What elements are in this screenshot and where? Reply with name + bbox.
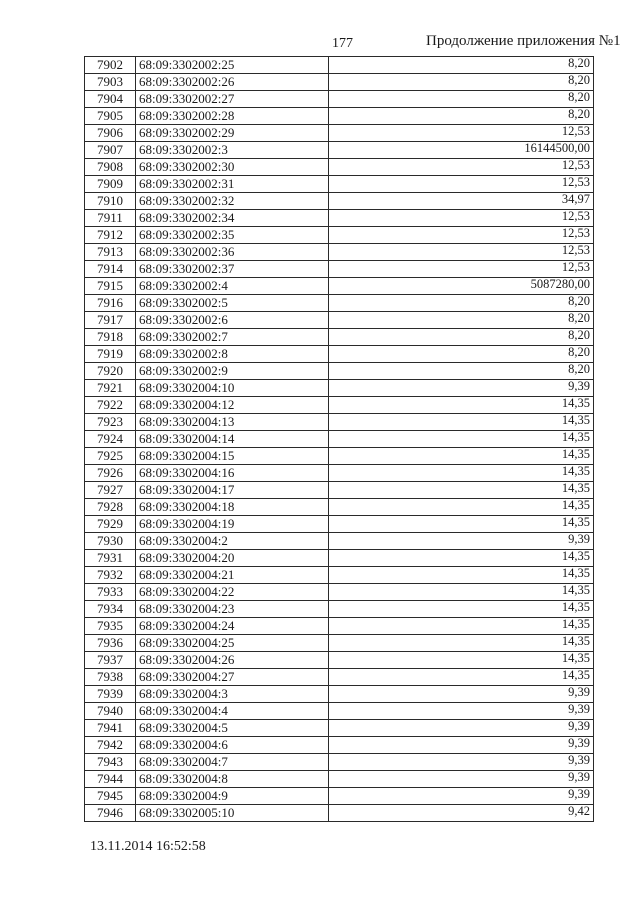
cadastral-value: 9,39 xyxy=(329,788,594,805)
row-number: 7915 xyxy=(85,278,136,295)
cadastral-value: 14,35 xyxy=(329,618,594,635)
row-number: 7946 xyxy=(85,805,136,822)
cadastral-number: 68:09:3302002:4 xyxy=(136,278,329,295)
table-row xyxy=(85,125,594,142)
row-number: 7929 xyxy=(85,516,136,533)
cadastral-value: 34,97 xyxy=(329,193,594,210)
table-row xyxy=(85,346,594,363)
table-row xyxy=(85,227,594,244)
cadastral-number: 68:09:3302004:10 xyxy=(136,380,329,397)
cadastral-value: 8,20 xyxy=(329,91,594,108)
row-number: 7939 xyxy=(85,686,136,703)
cadastral-value: 9,39 xyxy=(329,533,594,550)
cadastral-value: 8,20 xyxy=(329,57,594,74)
cadastral-number: 68:09:3302002:7 xyxy=(136,329,329,346)
row-number: 7921 xyxy=(85,380,136,397)
cadastral-value: 9,39 xyxy=(329,703,594,720)
cadastral-value: 8,20 xyxy=(329,295,594,312)
table-row xyxy=(85,635,594,652)
cadastral-number: 68:09:3302002:27 xyxy=(136,91,329,108)
cadastral-value: 14,35 xyxy=(329,550,594,567)
table-row xyxy=(85,788,594,805)
row-number: 7922 xyxy=(85,397,136,414)
register-table xyxy=(84,56,594,822)
row-number: 7923 xyxy=(85,414,136,431)
table-row xyxy=(85,142,594,159)
row-number: 7914 xyxy=(85,261,136,278)
table-row xyxy=(85,703,594,720)
cadastral-value: 14,35 xyxy=(329,652,594,669)
row-number: 7904 xyxy=(85,91,136,108)
cadastral-number: 68:09:3302004:21 xyxy=(136,567,329,584)
table-row xyxy=(85,482,594,499)
cadastral-value: 14,35 xyxy=(329,635,594,652)
row-number: 7935 xyxy=(85,618,136,635)
row-number: 7912 xyxy=(85,227,136,244)
cadastral-value: 12,53 xyxy=(329,261,594,278)
cadastral-number: 68:09:3302004:9 xyxy=(136,788,329,805)
table-row xyxy=(85,176,594,193)
table-row xyxy=(85,448,594,465)
cadastral-number: 68:09:3302002:31 xyxy=(136,176,329,193)
table-row xyxy=(85,193,594,210)
cadastral-number: 68:09:3302002:37 xyxy=(136,261,329,278)
cadastral-number: 68:09:3302004:26 xyxy=(136,652,329,669)
cadastral-number: 68:09:3302004:6 xyxy=(136,737,329,754)
cadastral-value: 14,35 xyxy=(329,499,594,516)
table-row xyxy=(85,754,594,771)
cadastral-value: 8,20 xyxy=(329,346,594,363)
row-number: 7945 xyxy=(85,788,136,805)
page-number: 177 xyxy=(332,36,353,51)
row-number: 7911 xyxy=(85,210,136,227)
cadastral-value: 14,35 xyxy=(329,414,594,431)
row-number: 7903 xyxy=(85,74,136,91)
row-number: 7920 xyxy=(85,363,136,380)
row-number: 7902 xyxy=(85,57,136,74)
cadastral-number: 68:09:3302004:7 xyxy=(136,754,329,771)
row-number: 7944 xyxy=(85,771,136,788)
cadastral-value: 14,35 xyxy=(329,567,594,584)
cadastral-value: 9,39 xyxy=(329,754,594,771)
row-number: 7943 xyxy=(85,754,136,771)
row-number: 7924 xyxy=(85,431,136,448)
cadastral-number: 68:09:3302004:3 xyxy=(136,686,329,703)
cadastral-value: 14,35 xyxy=(329,516,594,533)
row-number: 7908 xyxy=(85,159,136,176)
row-number: 7931 xyxy=(85,550,136,567)
cadastral-value: 8,20 xyxy=(329,74,594,91)
table-row xyxy=(85,261,594,278)
cadastral-number: 68:09:3302005:10 xyxy=(136,805,329,822)
cadastral-number: 68:09:3302002:28 xyxy=(136,108,329,125)
row-number: 7932 xyxy=(85,567,136,584)
row-number: 7940 xyxy=(85,703,136,720)
cadastral-number: 68:09:3302002:36 xyxy=(136,244,329,261)
table-row xyxy=(85,601,594,618)
cadastral-number: 68:09:3302004:15 xyxy=(136,448,329,465)
table-row xyxy=(85,295,594,312)
cadastral-number: 68:09:3302002:32 xyxy=(136,193,329,210)
cadastral-value: 12,53 xyxy=(329,176,594,193)
cadastral-number: 68:09:3302002:9 xyxy=(136,363,329,380)
cadastral-number: 68:09:3302004:19 xyxy=(136,516,329,533)
table-row xyxy=(85,737,594,754)
table-row xyxy=(85,210,594,227)
row-number: 7937 xyxy=(85,652,136,669)
table-row xyxy=(85,465,594,482)
row-number: 7916 xyxy=(85,295,136,312)
row-number: 7917 xyxy=(85,312,136,329)
table-row xyxy=(85,805,594,822)
cadastral-value: 8,20 xyxy=(329,363,594,380)
row-number: 7942 xyxy=(85,737,136,754)
cadastral-value: 12,53 xyxy=(329,210,594,227)
cadastral-value: 8,20 xyxy=(329,329,594,346)
row-number: 7930 xyxy=(85,533,136,550)
table-row xyxy=(85,720,594,737)
table-row xyxy=(85,533,594,550)
table-row xyxy=(85,567,594,584)
cadastral-number: 68:09:3302002:29 xyxy=(136,125,329,142)
table-row xyxy=(85,91,594,108)
page-caption: Продолжение приложения №1 xyxy=(426,33,621,49)
table-row xyxy=(85,499,594,516)
cadastral-value: 14,35 xyxy=(329,601,594,618)
row-number: 7918 xyxy=(85,329,136,346)
table-body xyxy=(85,57,594,822)
cadastral-value: 9,42 xyxy=(329,805,594,822)
cadastral-value: 9,39 xyxy=(329,737,594,754)
cadastral-value: 14,35 xyxy=(329,584,594,601)
table-row xyxy=(85,550,594,567)
table-row xyxy=(85,669,594,686)
cadastral-number: 68:09:3302004:17 xyxy=(136,482,329,499)
table-row xyxy=(85,363,594,380)
table-row xyxy=(85,618,594,635)
table-row xyxy=(85,312,594,329)
table-row xyxy=(85,159,594,176)
cadastral-number: 68:09:3302002:5 xyxy=(136,295,329,312)
cadastral-number: 68:09:3302002:25 xyxy=(136,57,329,74)
cadastral-number: 68:09:3302004:2 xyxy=(136,533,329,550)
table-row xyxy=(85,244,594,261)
cadastral-value: 12,53 xyxy=(329,125,594,142)
cadastral-number: 68:09:3302004:16 xyxy=(136,465,329,482)
row-number: 7936 xyxy=(85,635,136,652)
cadastral-number: 68:09:3302004:23 xyxy=(136,601,329,618)
row-number: 7927 xyxy=(85,482,136,499)
row-number: 7928 xyxy=(85,499,136,516)
table-row xyxy=(85,108,594,125)
cadastral-value: 9,39 xyxy=(329,771,594,788)
cadastral-value: 12,53 xyxy=(329,244,594,261)
cadastral-number: 68:09:3302002:35 xyxy=(136,227,329,244)
row-number: 7913 xyxy=(85,244,136,261)
cadastral-value: 9,39 xyxy=(329,720,594,737)
cadastral-number: 68:09:3302004:27 xyxy=(136,669,329,686)
table-row xyxy=(85,771,594,788)
table-row xyxy=(85,414,594,431)
table-row xyxy=(85,57,594,74)
cadastral-number: 68:09:3302002:6 xyxy=(136,312,329,329)
cadastral-value: 14,35 xyxy=(329,448,594,465)
row-number: 7919 xyxy=(85,346,136,363)
cadastral-number: 68:09:3302002:3 xyxy=(136,142,329,159)
table-row xyxy=(85,278,594,295)
cadastral-value: 16144500,00 xyxy=(329,142,594,159)
row-number: 7938 xyxy=(85,669,136,686)
cadastral-number: 68:09:3302002:26 xyxy=(136,74,329,91)
row-number: 7909 xyxy=(85,176,136,193)
row-number: 7933 xyxy=(85,584,136,601)
row-number: 7941 xyxy=(85,720,136,737)
cadastral-number: 68:09:3302004:14 xyxy=(136,431,329,448)
cadastral-number: 68:09:3302004:25 xyxy=(136,635,329,652)
table-row xyxy=(85,652,594,669)
cadastral-number: 68:09:3302002:8 xyxy=(136,346,329,363)
cadastral-value: 9,39 xyxy=(329,686,594,703)
table-row xyxy=(85,686,594,703)
cadastral-number: 68:09:3302004:12 xyxy=(136,397,329,414)
row-number: 7934 xyxy=(85,601,136,618)
row-number: 7926 xyxy=(85,465,136,482)
cadastral-number: 68:09:3302004:18 xyxy=(136,499,329,516)
cadastral-value: 8,20 xyxy=(329,108,594,125)
cadastral-number: 68:09:3302002:30 xyxy=(136,159,329,176)
cadastral-value: 12,53 xyxy=(329,227,594,244)
cadastral-value: 14,35 xyxy=(329,431,594,448)
table-row xyxy=(85,380,594,397)
table-row xyxy=(85,584,594,601)
cadastral-number: 68:09:3302004:5 xyxy=(136,720,329,737)
cadastral-value: 9,39 xyxy=(329,380,594,397)
row-number: 7907 xyxy=(85,142,136,159)
cadastral-number: 68:09:3302004:13 xyxy=(136,414,329,431)
row-number: 7906 xyxy=(85,125,136,142)
cadastral-value: 8,20 xyxy=(329,312,594,329)
cadastral-value: 14,35 xyxy=(329,465,594,482)
cadastral-value: 14,35 xyxy=(329,482,594,499)
cadastral-number: 68:09:3302004:4 xyxy=(136,703,329,720)
cadastral-value: 14,35 xyxy=(329,669,594,686)
table-row xyxy=(85,516,594,533)
print-timestamp: 13.11.2014 16:52:58 xyxy=(90,839,206,854)
table-row xyxy=(85,431,594,448)
cadastral-number: 68:09:3302004:24 xyxy=(136,618,329,635)
cadastral-number: 68:09:3302004:22 xyxy=(136,584,329,601)
table-row xyxy=(85,74,594,91)
cadastral-value: 14,35 xyxy=(329,397,594,414)
row-number: 7905 xyxy=(85,108,136,125)
table-row xyxy=(85,397,594,414)
row-number: 7925 xyxy=(85,448,136,465)
cadastral-value: 5087280,00 xyxy=(329,278,594,295)
cadastral-number: 68:09:3302004:20 xyxy=(136,550,329,567)
cadastral-number: 68:09:3302002:34 xyxy=(136,210,329,227)
cadastral-number: 68:09:3302004:8 xyxy=(136,771,329,788)
table-row xyxy=(85,329,594,346)
cadastral-value: 12,53 xyxy=(329,159,594,176)
row-number: 7910 xyxy=(85,193,136,210)
